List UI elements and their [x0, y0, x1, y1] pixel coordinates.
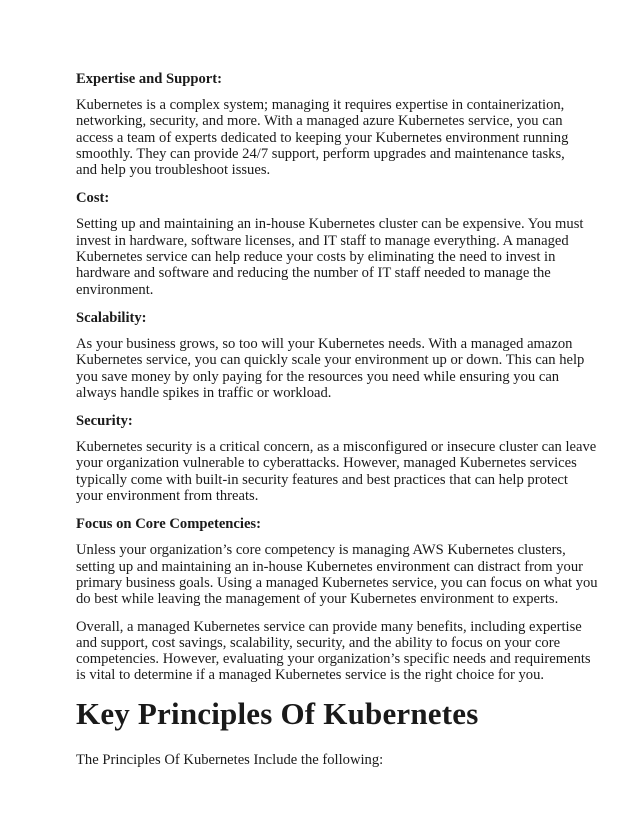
text-line: setting up and maintaining an in-house Kubernetes environment can distract from your: [76, 558, 583, 575]
key-principles-heading: Key Principles Of Kubernetes: [76, 695, 479, 731]
text-line: do best while leaving the management of your Kubernetes environment to experts.: [76, 591, 559, 608]
section-heading-scalability: Scalability:: [76, 309, 147, 326]
paragraph-expertise-support: [76, 97, 569, 179]
text-line: Overall, a managed Kubernetes service can provide many benefits, including expertise: [76, 618, 582, 635]
text-line: smoothly. They can provide 24/7 support, perform upgrades and maintenance tasks,: [76, 145, 565, 162]
text-line: and support, cost savings, scalability, security, and the ability to focus on your core: [76, 634, 561, 651]
text-line: environment.: [76, 281, 154, 298]
text-line: your environment from threats.: [76, 488, 259, 505]
paragraph-cost: [76, 216, 584, 298]
paragraph-core-competencies: [76, 542, 598, 608]
text-line: your organization vulnerable to cyberattacks. However, managed Kubernetes services: [76, 455, 577, 472]
text-line: invest in hardware, software licenses, and IT staff to manage everything. A managed: [76, 232, 569, 249]
paragraph-scalability: [76, 335, 585, 401]
text-line: Kubernetes service can help reduce your costs by eliminating the need to invest in: [76, 249, 556, 266]
text-line: Kubernetes security is a critical concern, as a misconfigured or insecure cluster can leave: [76, 439, 597, 456]
section-heading-expertise-support: Expertise and Support:: [76, 71, 222, 87]
section-heading-cost: Cost:: [76, 190, 110, 207]
text-line: access a team of experts dedicated to keeping your Kubernetes environment running: [76, 129, 569, 146]
text-line: and help you troubleshoot issues.: [76, 162, 271, 179]
text-line: typically come with built-in security features and best practices that can help protect: [76, 471, 568, 488]
text-line: primary business goals. Using a managed Kubernetes service, you can focus on what you: [76, 574, 598, 591]
text-line: hardware and software and reducing the number of IT staff needed to manage the: [76, 265, 551, 282]
text-line: you save money by only paying for the resources you need while ensuring you can: [76, 368, 560, 385]
text-line: As your business grows, so too will your Kubernetes needs. With a managed amazon: [76, 335, 573, 352]
section-heading-security: Security:: [76, 413, 133, 430]
paragraph-overall: [76, 618, 591, 684]
text-line: always handle spikes in traffic or workload.: [76, 384, 332, 401]
text-line: Kubernetes service, you can quickly scale your environment up or down. This can help: [76, 352, 585, 369]
text-line: The Principles Of Kubernetes Include the following:: [76, 751, 384, 768]
section-heading-core-competencies: Focus on Core Competencies:: [76, 516, 261, 533]
text-line: is vital to determine if a managed Kubernetes service is the right choice for you.: [76, 667, 545, 684]
text-line: competencies. However, evaluating your organization’s specific needs and requirements: [76, 651, 591, 668]
paragraph-security: [76, 439, 597, 505]
text-line: Kubernetes is a complex system; managing it requires expertise in containerization,: [76, 97, 565, 113]
text-line: networking, security, and more. With a managed azure Kubernetes service, you can: [76, 113, 563, 130]
document-page: [76, 70, 598, 779]
text-line: Unless your organization’s core competency is managing AWS Kubernetes clusters,: [76, 542, 566, 559]
key-principles-intro: [76, 752, 566, 768]
text-line: Setting up and maintaining an in-house Kubernetes cluster can be expensive. You must: [76, 216, 584, 233]
